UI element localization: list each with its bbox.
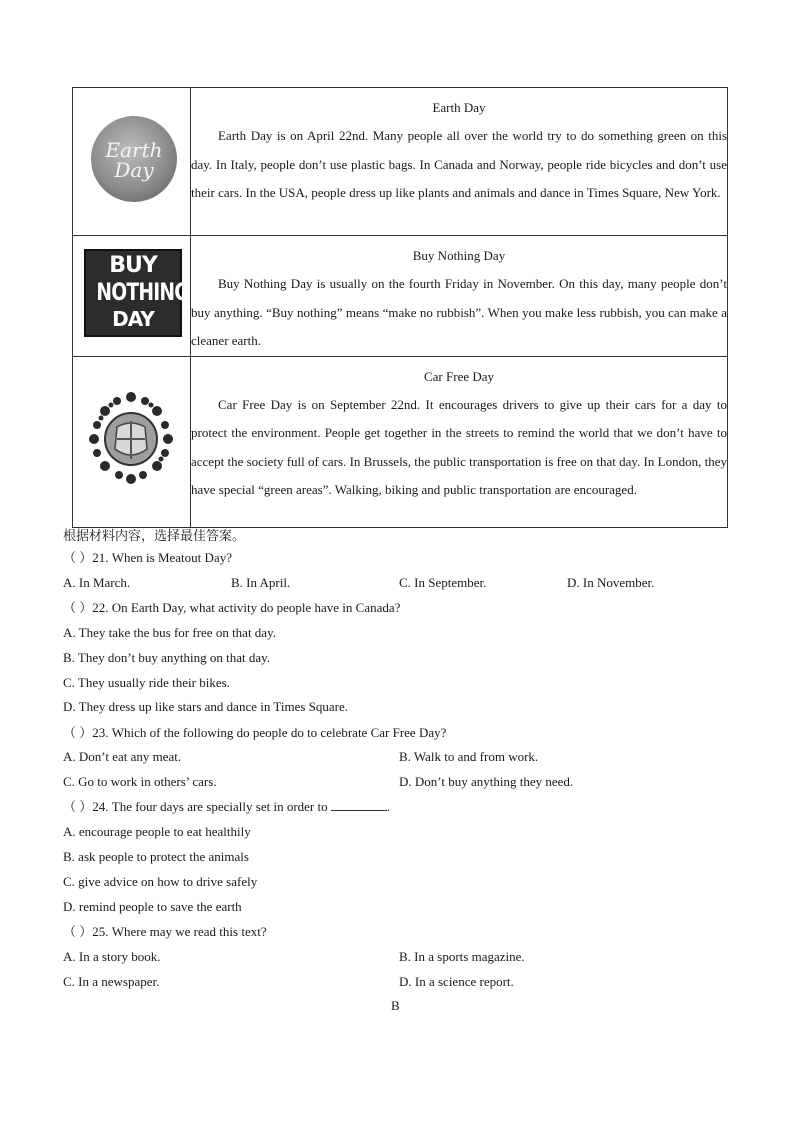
question-23-option-a[interactable]: A. Don’t eat any meat.	[63, 749, 182, 764]
earth-day-title: Earth Day	[432, 100, 486, 115]
car-free-day-body: Car Free Day is on September 22nd. It encourages drivers to give up their cars for a day to protect the environment. People get together in the streets to remind the world that we don’t have to accept the society full of cars. In Brussels, the public transportation is free on that day. In London, they have special “green areas”. Walking, biking and public transportation are encouraged.	[191, 396, 727, 497]
question-24-option-d[interactable]: D. remind people to save the earth	[63, 899, 242, 914]
question-24-option-a[interactable]: A. encourage people to eat healthily	[63, 824, 251, 839]
table-row-car-free-day	[73, 356, 728, 527]
buy-nothing-day-title: Buy Nothing Day	[412, 248, 506, 263]
table-row-earth-day	[73, 88, 728, 236]
buy-nothing-day-logo	[84, 249, 189, 337]
question-22-stem: （ ）22. On Earth Day, what activity do people have in Canada?	[63, 600, 401, 615]
question-23-option-c[interactable]: C. Go to work in others’ cars.	[63, 774, 217, 789]
question-24-stem: （ ）24. The four days are specially set in order to	[63, 799, 328, 814]
buy-nothing-logo-cell	[73, 236, 191, 357]
question-24-option-b[interactable]: B. ask people to protect the animals	[63, 849, 249, 864]
question-24-option-c[interactable]: C. give advice on how to drive safely	[63, 874, 258, 889]
table-row-buy-nothing-day	[73, 236, 728, 357]
question-22-option-c[interactable]: C. They usually ride their bikes.	[63, 675, 230, 690]
earth-day-body: Earth Day is on April 22nd. Many people all over the world try to do something green on this day. In Italy, people don’t use plastic bags. In Canada and Norway, people ride bicycles and don’t use their cars. In the USA, people dress up like plants and animals and dance in Times Square, New York.	[191, 128, 727, 200]
question-22-option-a[interactable]: A. They take the bus for free on that day.	[63, 625, 276, 640]
question-21-stem: （ ）21. When is Meatout Day?	[63, 550, 232, 565]
earth-day-logo-line2: Day	[114, 158, 154, 182]
question-21-option-a[interactable]: A. In March.	[63, 575, 131, 590]
car-free-day-logo	[87, 389, 175, 485]
earth-day-logo-cell	[73, 88, 191, 236]
question-22-option-d[interactable]: D. They dress up like stars and dance in Times Square.	[63, 699, 348, 714]
buy-nothing-logo-line1: BUY	[109, 253, 157, 278]
earth-day-logo-line1: Earth	[105, 138, 163, 162]
answer-blank[interactable]	[331, 798, 387, 811]
buy-nothing-logo-line2: NOTHING	[96, 278, 189, 306]
days-table	[72, 87, 728, 528]
question-25-option-a[interactable]: A. In a story book.	[63, 949, 161, 964]
earth-day-text-cell	[191, 88, 728, 236]
car-free-day-title: Car Free Day	[423, 368, 495, 384]
question-24-stem-line	[63, 798, 390, 816]
question-25-option-c[interactable]: C. In a newspaper.	[63, 974, 160, 989]
section-label: B	[391, 998, 400, 1013]
question-21-option-b[interactable]: B. In April.	[231, 575, 291, 590]
question-23-stem: （ ）23. Which of the following do people do to celebrate Car Free Day?	[63, 725, 447, 740]
car-free-logo-cell	[73, 356, 191, 527]
question-21-option-d[interactable]: D. In November.	[567, 575, 655, 590]
question-25-option-d[interactable]: D. In a science report.	[399, 974, 514, 989]
question-23-option-d[interactable]: D. Don’t buy anything they need.	[399, 774, 574, 789]
question-21-option-c[interactable]: C. In September.	[399, 575, 487, 590]
car-free-text-cell	[191, 356, 728, 527]
buy-nothing-text-cell	[191, 236, 728, 357]
buy-nothing-logo-line3: DAY	[112, 307, 154, 331]
question-25-stem: （ ）25. Where may we read this text?	[63, 924, 267, 939]
buy-nothing-day-body: Buy Nothing Day is usually on the fourth Friday in November. On this day, many people don’t buy anything. “Buy nothing” means “make no rubbish”. When you make less rubbish, you can make a cleaner earth.	[191, 276, 727, 348]
question-22-option-b[interactable]: B. They don’t buy anything on that day.	[63, 650, 271, 665]
instruction-text: 根据材料内容，选择最佳答案。	[63, 529, 246, 544]
question-23-option-b[interactable]: B. Walk to and from work.	[399, 749, 539, 764]
earth-day-logo	[91, 116, 177, 202]
question-25-option-b[interactable]: B. In a sports magazine.	[399, 949, 525, 964]
question-24-stem-end: .	[386, 799, 391, 814]
